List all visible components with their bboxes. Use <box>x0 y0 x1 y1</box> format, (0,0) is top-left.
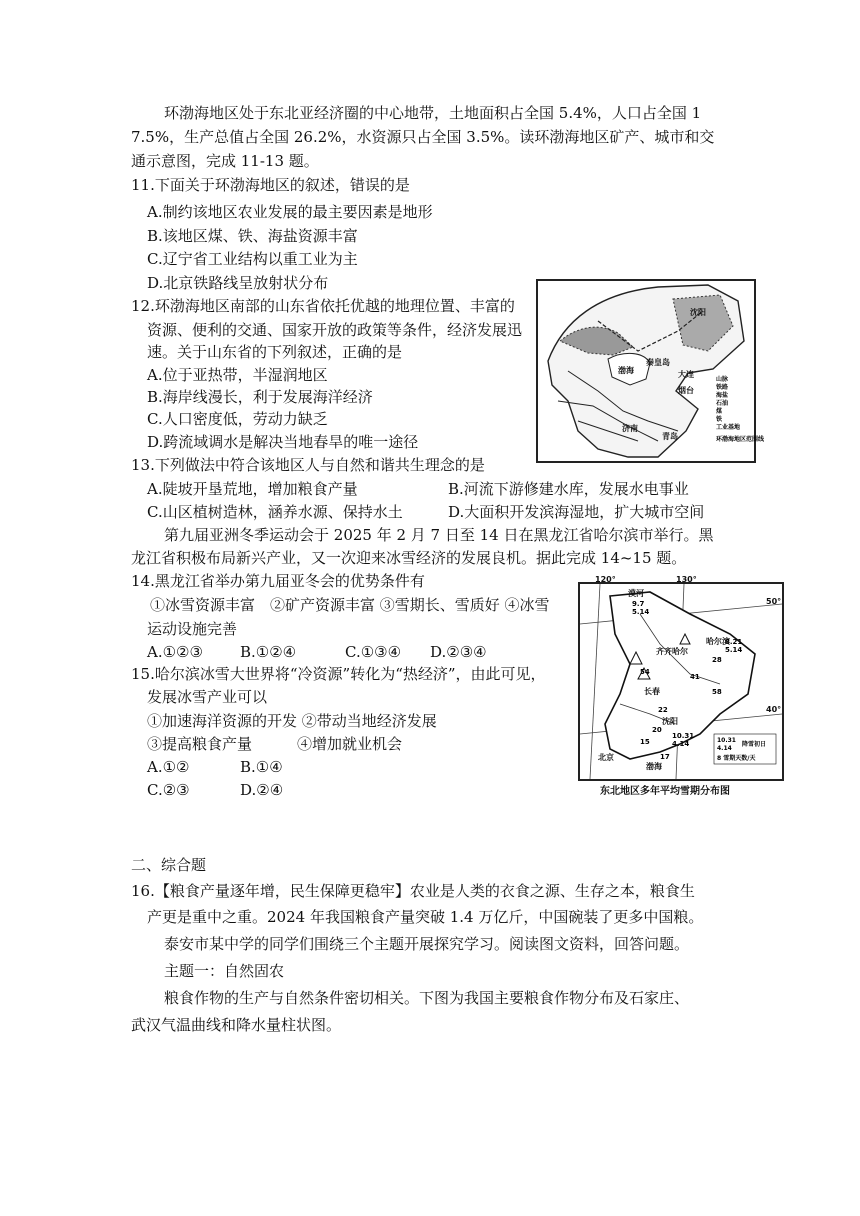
snow-value-54: 54 <box>640 668 650 676</box>
bohai-legend-coal: 煤 <box>716 408 723 415</box>
bohai-map-sea: 渤海 <box>618 366 634 375</box>
q12-stem-2: 资源、便利的交通、国家开放的政策等条件，经济发展迅 <box>147 321 523 339</box>
q16-theme-1: 主题一：自然固农 <box>164 962 285 980</box>
section-title: 二、综合题 <box>131 856 207 874</box>
q14-option-a[interactable]: A.①②③ <box>147 643 203 661</box>
q15-conditions-2: ③提高粮食产量 ④增加就业机会 <box>147 735 403 753</box>
bohai-legend-railway: 铁路 <box>716 384 729 391</box>
bohai-map-city-qinhuangdao: 秦皇岛 <box>646 358 670 367</box>
snow-map-place-harbin: 哈尔滨 <box>706 637 730 646</box>
snow-legend-first: 10.31 <box>717 737 736 744</box>
q15-option-d[interactable]: D.②④ <box>240 781 284 799</box>
intro-line-3: 通示意图，完成 11-13 题。 <box>131 152 319 170</box>
snow-value-shenyang-start: 10.31 <box>672 732 695 740</box>
bohai-map-city-shenyang: 沈阳 <box>690 308 706 317</box>
bohai-legend-oil: 石油 <box>716 400 729 407</box>
bohai-legend-industry: 工业基地 <box>716 424 741 431</box>
snow-value-east-end: 5.14 <box>725 646 743 654</box>
snow-map-place-changchun: 长春 <box>644 687 660 696</box>
intro-line-1: 环渤海地区处于东北亚经济圈的中心地带，土地面积占全国 5.4%，人口占全国 1 <box>164 104 702 122</box>
q12-stem-3: 速。关于山东省的下列叙述，正确的是 <box>147 343 403 361</box>
snow-value-17: 17 <box>660 753 670 761</box>
q14-conditions-2: 运动设施完善 <box>147 620 238 638</box>
snow-legend-unit: 8 雪期天数/天 <box>717 755 756 762</box>
snow-map-place-shenyang: 沈阳 <box>662 717 678 726</box>
bohai-map-city-dalian: 大连 <box>678 370 694 379</box>
intro2-line-1: 第九届亚洲冬季运动会于 2025 年 2 月 7 日至 14 日在黑龙江省哈尔滨市举行。黑 <box>164 526 714 544</box>
q15-conditions-1: ①加速海洋资源的开发 ②带动当地经济发展 <box>147 712 437 730</box>
snow-map-place-mohe: 漠河 <box>628 589 644 598</box>
snow-map-place-qiqihar: 齐齐哈尔 <box>656 647 688 656</box>
q14-option-c[interactable]: C.①③④ <box>345 643 402 661</box>
q12-stem-1: 12.环渤海地区南部的山东省依托优越的地理位置、丰富的 <box>131 297 515 315</box>
snow-value-22: 22 <box>658 706 668 714</box>
q12-option-b[interactable]: B.海岸线漫长，利于发展海洋经济 <box>147 388 373 406</box>
snow-map-caption: 东北地区多年平均雪期分布图 <box>600 786 730 797</box>
q14-stem: 14.黑龙江省举办第九届亚冬会的优势条件有 <box>131 572 425 590</box>
q15-stem-2: 发展冰雪产业可以 <box>147 688 268 706</box>
q11-option-c[interactable]: C.辽宁省工业结构以重工业为主 <box>147 250 358 268</box>
snow-map-place-beijing: 北京 <box>598 753 614 762</box>
snow-map-lon-120: 120° <box>595 575 616 584</box>
bohai-legend-boundary: 环渤海地区范围线 <box>716 436 765 443</box>
snow-legend-last: 4.14 <box>717 745 732 752</box>
northeast-snow-map <box>578 575 784 781</box>
snow-map-place-bohai: 渤海 <box>646 762 662 771</box>
q15-option-a[interactable]: A.①② <box>147 758 190 776</box>
snow-value-east-start: 8.21 <box>725 638 743 646</box>
snow-map-lat-40: 40° <box>766 705 782 714</box>
q13-option-d[interactable]: D.大面积开发滨海湿地，扩大城市空间 <box>448 503 705 521</box>
q14-option-d[interactable]: D.②③④ <box>430 643 487 661</box>
q16-line-2: 产更是重中之重。2024 年我国粮食产量突破 1.4 万亿斤，中国碗装了更多中国粮。 <box>147 908 704 926</box>
q14-option-b[interactable]: B.①②④ <box>240 643 297 661</box>
snow-value-58: 58 <box>712 688 722 696</box>
q11-option-a[interactable]: A.制约该地区农业发展的最主要因素是地形 <box>147 203 433 221</box>
snow-value-mohe-end: 5.14 <box>632 608 650 616</box>
bohai-map-city-yantai: 烟台 <box>678 386 694 395</box>
q15-option-c[interactable]: C.②③ <box>147 781 190 799</box>
snow-value-20: 20 <box>652 726 662 734</box>
q16-line-5: 粮食作物的生产与自然条件密切相关。下图为我国主要粮食作物分布及石家庄、 <box>164 989 690 1007</box>
intro-line-2: 7.5%，生产总值占全国 26.2%，水资源只占全国 3.5%。读环渤海地区矿产、城市和交 <box>131 128 715 146</box>
snow-value-mohe-start: 9.7 <box>632 600 645 608</box>
bohai-map-city-jinan: 济南 <box>622 424 638 433</box>
q13-option-b[interactable]: B.河流下游修建水库，发展水电事业 <box>448 480 689 498</box>
snow-value-15: 15 <box>640 738 650 746</box>
bohai-legend-salt: 海盐 <box>716 392 729 399</box>
q13-stem: 13.下列做法中符合该地区人与自然和谐共生理念的是 <box>131 456 485 474</box>
q15-stem-1: 15.哈尔滨冰雪大世界将“冷资源”转化为“热经济”，由此可见， <box>131 665 546 683</box>
snow-value-shenyang-end: 4.14 <box>672 740 690 748</box>
q15-option-b[interactable]: B.①④ <box>240 758 283 776</box>
q11-stem: 11.下面关于环渤海地区的叙述，错误的是 <box>131 176 410 194</box>
q11-option-d[interactable]: D.北京铁路线呈放射状分布 <box>147 274 329 292</box>
snow-legend-note: 降雪初日 <box>742 741 767 748</box>
q16-line-3: 泰安市某中学的同学们围绕三个主题开展探究学习。阅读图文资料，回答问题。 <box>164 935 690 953</box>
q11-option-b[interactable]: B.该地区煤、铁、海盐资源丰富 <box>147 227 358 245</box>
bohai-map-city-qingdao: 青岛 <box>662 432 678 441</box>
q12-option-a[interactable]: A.位于亚热带，半湿润地区 <box>147 366 328 384</box>
bohai-map <box>536 279 765 463</box>
snow-map-lat-50: 50° <box>766 597 782 606</box>
bohai-legend-mountain: 山脉 <box>716 376 729 383</box>
bohai-legend-iron: 铁 <box>716 416 723 423</box>
q12-option-c[interactable]: C.人口密度低，劳动力缺乏 <box>147 410 328 428</box>
q14-conditions-1: ①冰雪资源丰富 ②矿产资源丰富 ③雪期长、雪质好 ④冰雪 <box>150 596 550 614</box>
q16-line-1: 16.【粮食产量逐年增，民生保障更稳牢】农业是人类的衣食之源、生存之本，粮食生 <box>131 882 695 900</box>
intro2-line-2: 龙江省积极布局新兴产业，又一次迎来冰雪经济的发展良机。据此完成 14~15 题。 <box>131 549 687 567</box>
snow-map-lon-130: 130° <box>676 575 697 584</box>
q12-option-d[interactable]: D.跨流域调水是解决当地春旱的唯一途径 <box>147 433 419 451</box>
q16-line-6: 武汉气温曲线和降水量柱状图。 <box>131 1016 342 1034</box>
q13-option-a[interactable]: A.陡坡开垦荒地，增加粮食产量 <box>147 480 358 498</box>
snow-value-41: 41 <box>690 673 700 681</box>
q13-option-c[interactable]: C.山区植树造林，涵养水源、保持水土 <box>147 503 403 521</box>
snow-value-28: 28 <box>712 656 722 664</box>
